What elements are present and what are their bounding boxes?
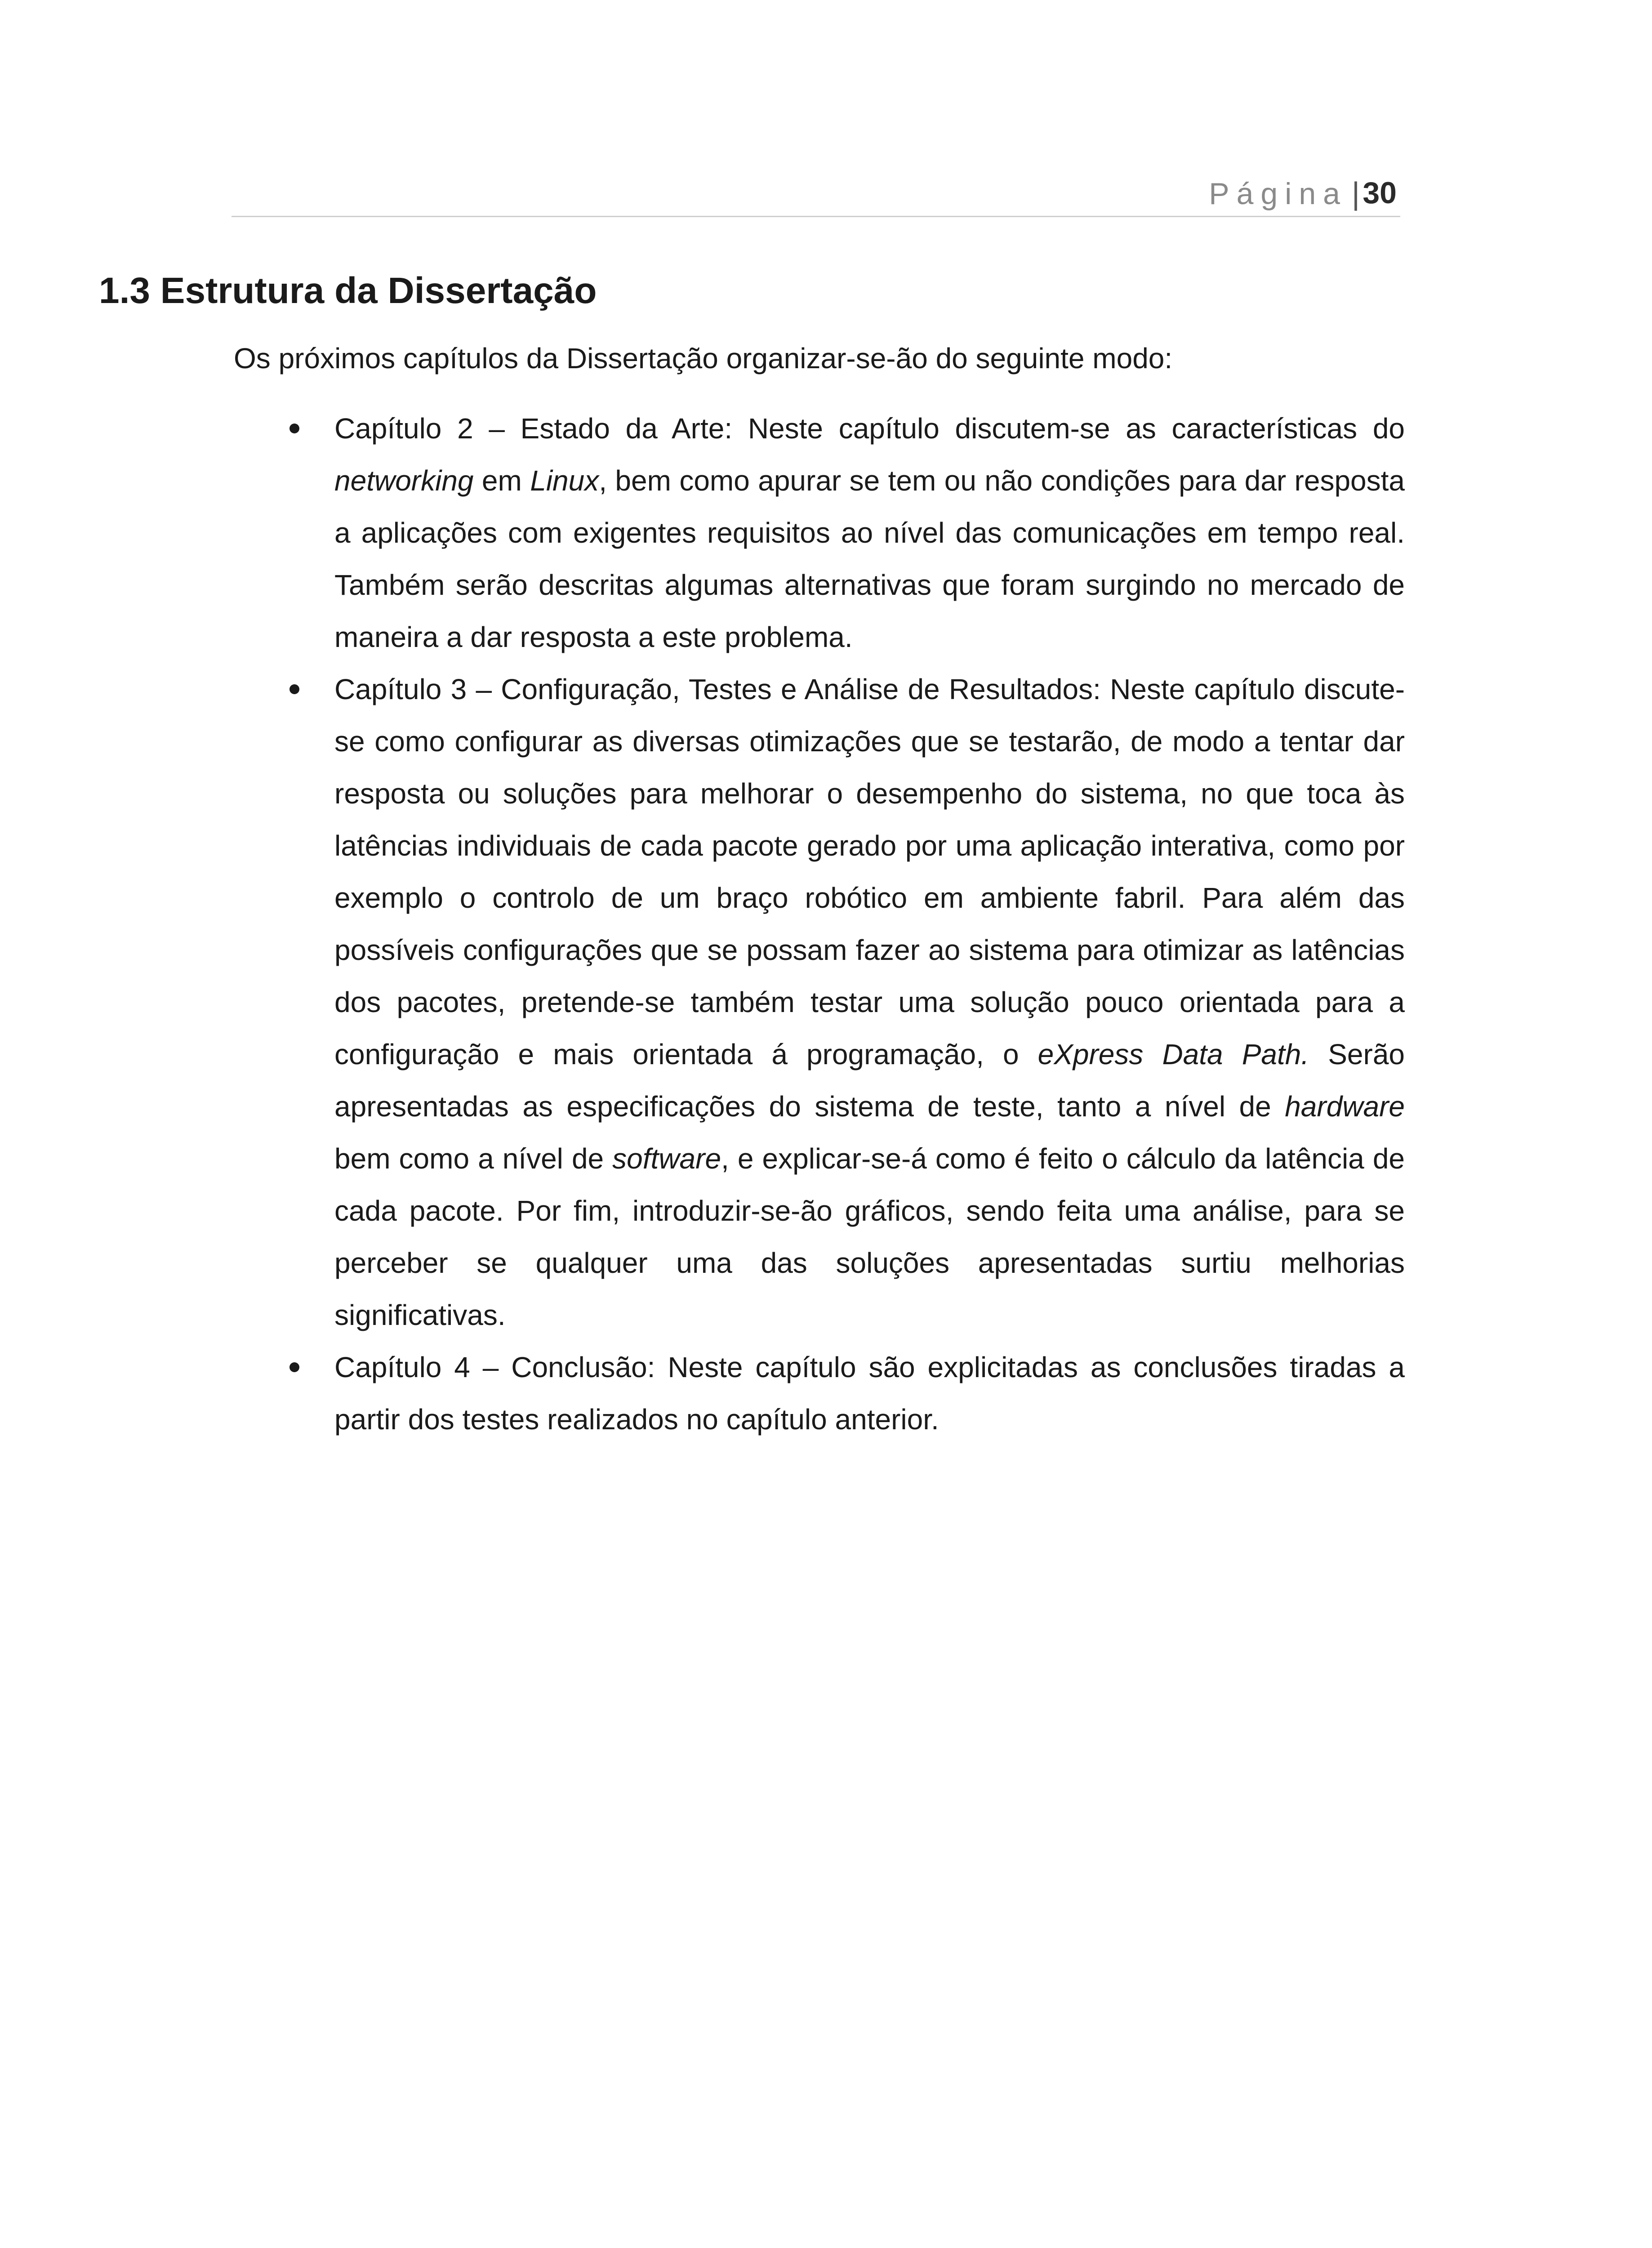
chapter-4-text-1: Capítulo 4 – Conclusão: Neste capítulo são explicitadas as conclusões tiradas a partir dos testes realizados no capítulo anterior. xyxy=(334,1351,1405,1436)
bullet-icon xyxy=(289,424,299,433)
chapter-item-3 xyxy=(334,663,1405,1341)
chapter-3-text-1: Capítulo 3 – Configuração, Testes e Análise de Resultados: Neste capítulo discute-se como configurar as diversas otimizações que se testarão, de modo a tentar dar resposta ou soluções para melhorar o desempenho do sistema, no que toca às latências individuais de cada pacote gerado por uma aplicação interativa, como por exemplo o controlo de um braço robótico em ambiente fabril. Para além das possíveis configurações que se possam fazer ao sistema para otimizar as latências dos pacotes, pretende-se também testar uma solução pouco orientada para a configuração e mais orientada á programação, o xyxy=(334,673,1405,1070)
page-label: Página xyxy=(1209,177,1347,211)
section-title: 1.3 Estrutura da Dissertação xyxy=(99,270,597,311)
header-separator: | xyxy=(1351,176,1360,211)
page-number: 30 xyxy=(1363,176,1397,210)
chapter-2-term-networking: networking xyxy=(334,464,474,497)
bullet-icon xyxy=(289,684,299,694)
chapter-2-text-2: em xyxy=(473,464,530,497)
chapter-item-4 xyxy=(334,1341,1405,1445)
chapter-3-text-4: , e explicar-se-á como é feito o cálculo da latência de cada pacote. Por fim, introduzir-se-ão gráficos, sendo feita uma análise, para se perceber se qualquer uma das soluções apresentadas surtiu melhorias significativas. xyxy=(334,1142,1405,1331)
chapter-3-text-3: bem como a nível de xyxy=(334,1142,613,1175)
bullet-icon xyxy=(289,1362,299,1372)
chapter-3-text-2: Serão apresentadas as especificações do sistema de teste, tanto a nível de xyxy=(334,1038,1405,1123)
chapter-list xyxy=(283,402,1405,1445)
chapter-item-2 xyxy=(334,402,1405,663)
intro-paragraph: Os próximos capítulos da Dissertação organizar-se-ão do seguinte modo: xyxy=(234,342,1173,375)
chapter-2-text-1: Capítulo 2 – Estado da Arte: Neste capítulo discutem-se as características do xyxy=(334,412,1405,445)
page-header xyxy=(232,171,1400,217)
chapter-2-term-linux: Linux xyxy=(530,464,599,497)
chapter-3-term-xdp: eXpress Data Path. xyxy=(1038,1038,1309,1070)
chapter-3-term-software: software xyxy=(612,1142,721,1175)
chapter-3-term-hardware: hardware xyxy=(1285,1090,1405,1123)
chapter-2-text-3: , bem como apurar se tem ou não condições para dar resposta a aplicações com exigentes requisitos ao nível das comunicações em tempo real. Também serão descritas algumas alternativas que foram surgindo no mercado de maneira a dar resposta a este problema. xyxy=(334,464,1405,653)
